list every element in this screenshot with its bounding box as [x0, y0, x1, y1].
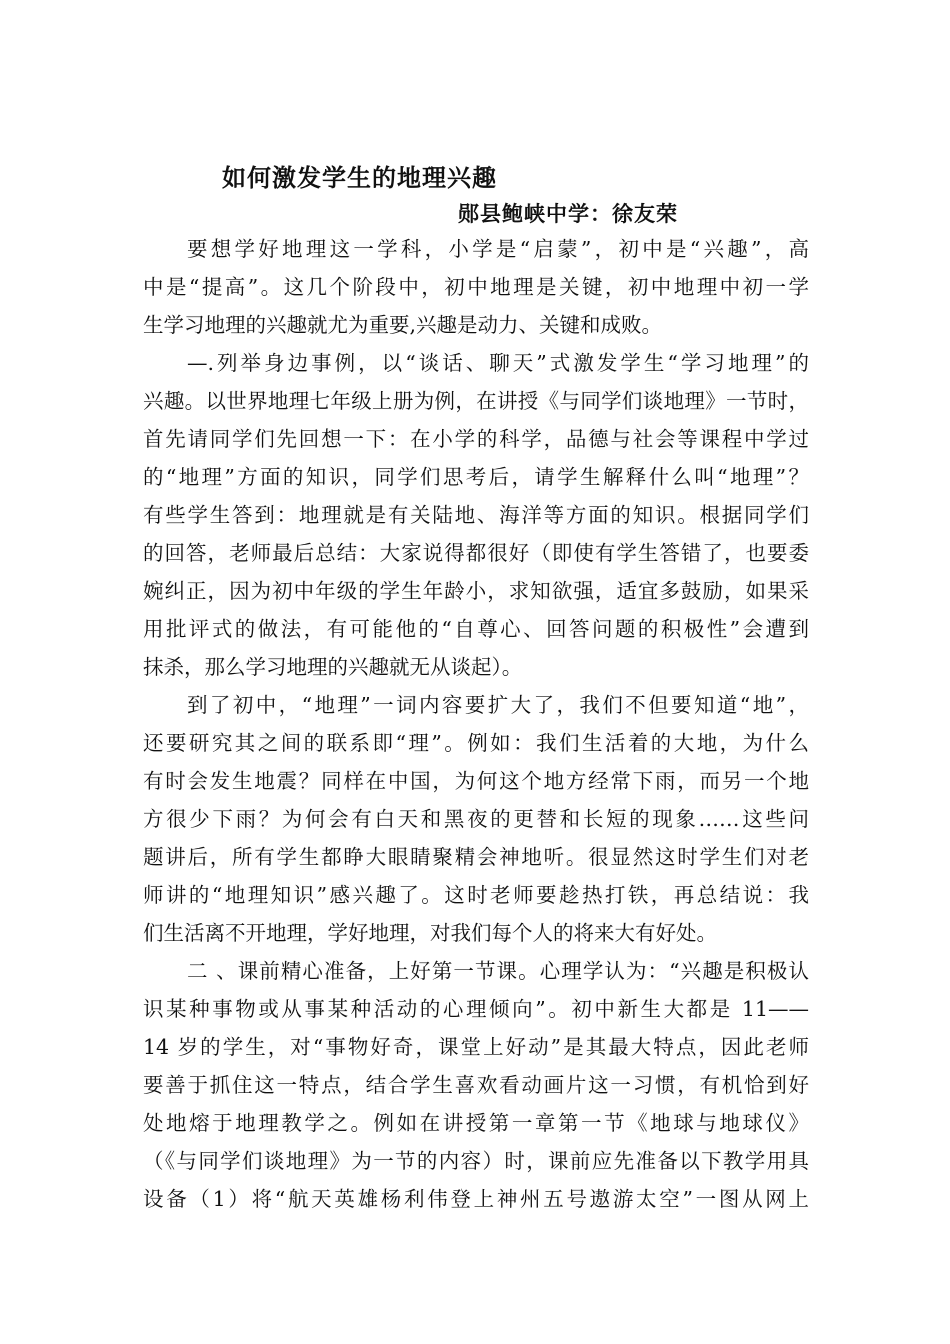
text-line: 生学习地理的兴趣就尤为重要,兴趣是动力、关键和成败。	[143, 313, 663, 337]
text-line: 要想学好地理这一学科，小学是“启蒙”，初中是“兴趣”，高	[187, 237, 809, 261]
text-line: 有些学生答到：地理就是有关陆地、海洋等方面的知识。根据同学们	[143, 503, 809, 527]
text-line: 兴趣。以世界地理七年级上册为例，在讲授《与同学们谈地理》一节时，	[143, 389, 809, 413]
text-line: 的回答，老师最后总结：大家说得都很好（即使有学生答错了，也要委	[143, 541, 809, 565]
text-line: 还要研究其之间的联系即“理”。例如：我们生活着的大地，为什么	[143, 731, 809, 755]
text-line: （《与同学们谈地理》为一节的内容）时，课前应先准备以下教学用具	[143, 1149, 809, 1173]
document-title: 如何激发学生的地理兴趣	[222, 163, 497, 192]
text-line: 的“地理”方面的知识，同学们思考后，请学生解释什么叫“地理”？	[143, 465, 809, 489]
text-line: 有时会发生地震？同样在中国，为何这个地方经常下雨，而另一个地	[143, 769, 809, 793]
text-line: 识某种事物或从事某种活动的心理倾向”。初中新生大都是 11——	[143, 997, 809, 1021]
text-line: 们生活离不开地理，学好地理，对我们每个人的将来大有好处。	[143, 921, 717, 945]
document-body	[143, 230, 809, 1218]
text-line: 方很少下雨？为何会有白天和黑夜的更替和长短的现象……这些问	[143, 807, 809, 831]
text-line: 首先请同学们先回想一下：在小学的科学，品德与社会等课程中学过	[143, 427, 809, 451]
text-line: 婉纠正，因为初中年级的学生年龄小，求知欲强，适宜多鼓励，如果采	[143, 579, 809, 603]
text-line: 中是“提高”。这几个阶段中，初中地理是关键，初中地理中初一学	[143, 275, 809, 299]
text-line: 到了初中，“地理”一词内容要扩大了，我们不但要知道“地”，	[187, 693, 809, 717]
text-line: 题讲后，所有学生都睁大眼睛聚精会神地听。很显然这时学生们对老	[143, 845, 809, 869]
text-line: 处地熔于地理教学之。例如在讲授第一章第一节《地球与地球仪》	[143, 1111, 809, 1135]
text-line: 用批评式的做法，有可能他的“自尊心、回答问题的积极性”会遭到	[143, 617, 809, 641]
text-line: 二 、课前精心准备，上好第一节课。心理学认为：“兴趣是积极认	[187, 959, 809, 983]
text-line: 设备（1）将“航天英雄杨利伟登上神州五号遨游太空”一图从网上	[143, 1187, 809, 1211]
text-line: 要善于抓住这一特点，结合学生喜欢看动画片这一习惯，有机恰到好	[143, 1073, 809, 1097]
text-line: —.列举身边事例，以“谈话、聊天”式激发学生“学习地理”的	[187, 351, 809, 375]
text-line: 14 岁的学生，对“事物好奇，课堂上好动”是其最大特点，因此老师	[143, 1035, 809, 1059]
text-line: 抹杀，那么学习地理的兴趣就无从谈起）。	[143, 655, 523, 679]
document-author: 郧县鲍峡中学：徐友荣	[458, 201, 678, 226]
text-line: 师讲的“地理知识”感兴趣了。这时老师要趁热打铁，再总结说：我	[143, 883, 809, 907]
